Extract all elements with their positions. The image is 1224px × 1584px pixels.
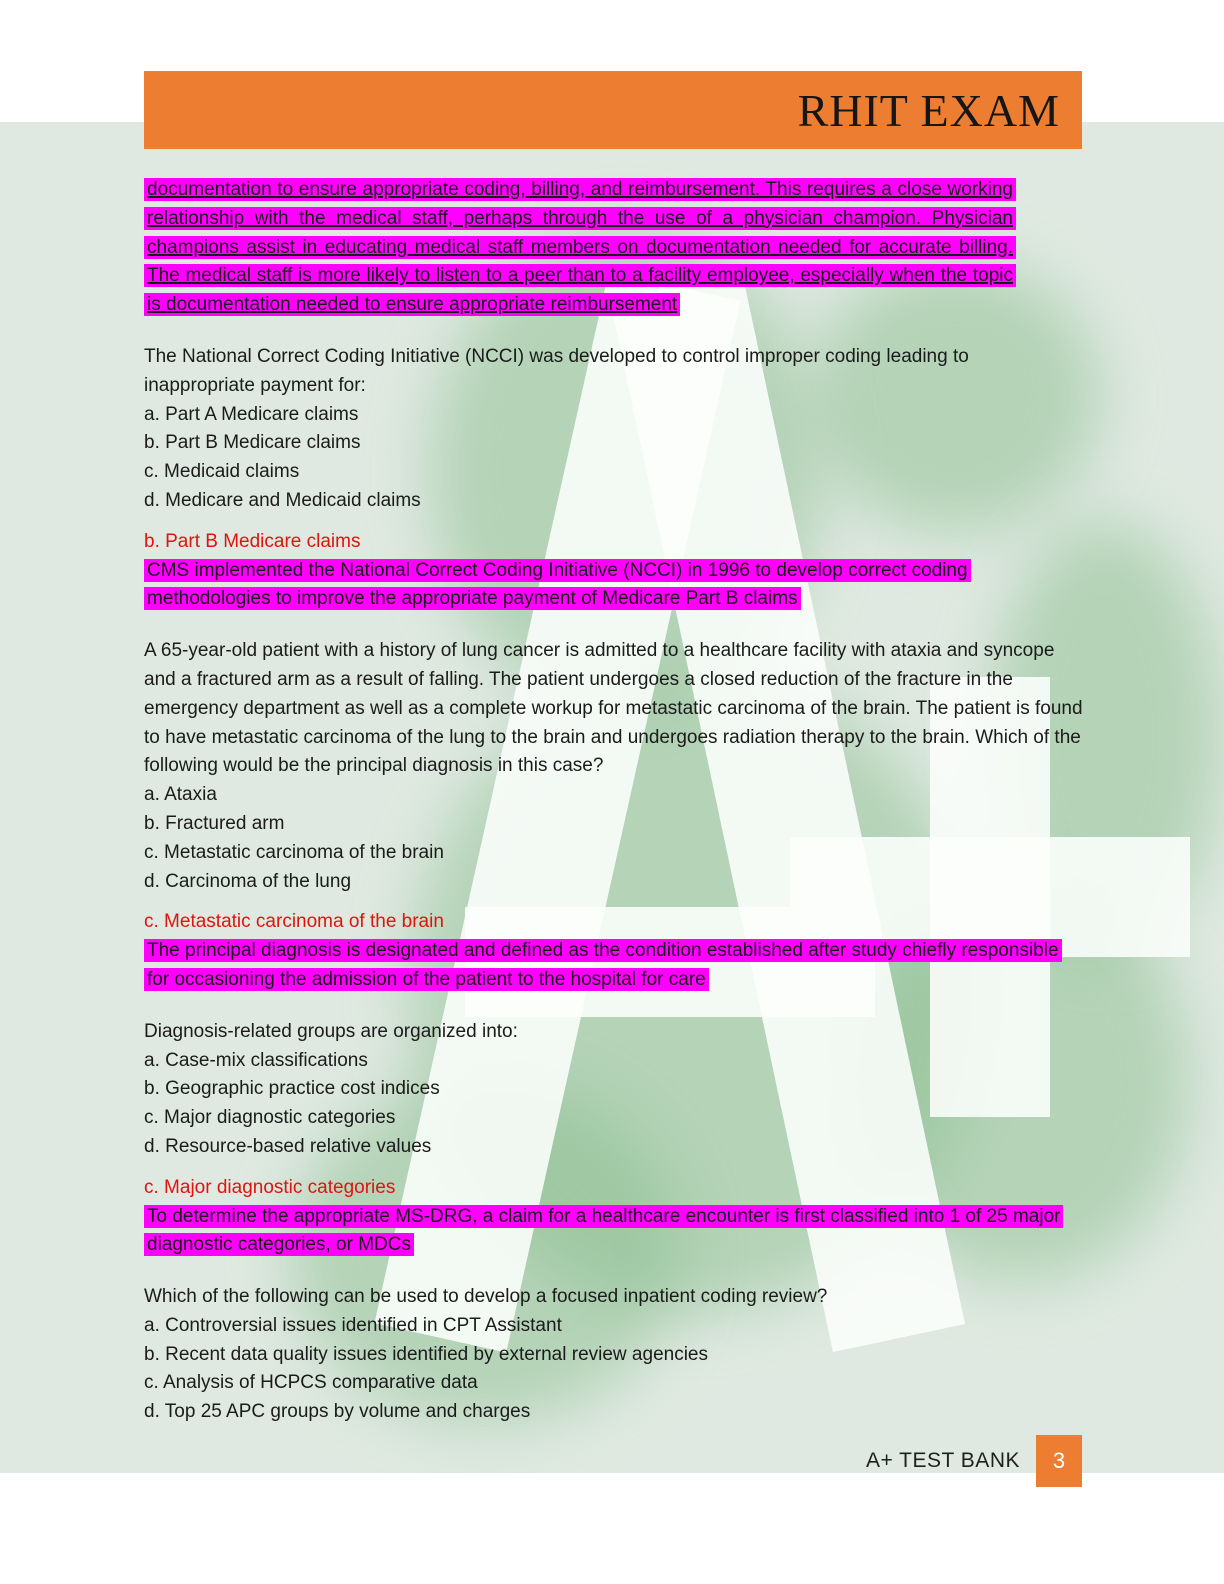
highlighted-text: CMS implemented the National Correct Coding Initiative (NCCI) in 1996 to develop correct coding methodologies to improve the appropriate payment of Medicare Part B claims bbox=[144, 559, 971, 611]
answer-option: c. Medicaid claims bbox=[144, 461, 300, 483]
answer-option: b. Fractured arm bbox=[144, 812, 285, 834]
explanation-paragraph bbox=[144, 1203, 1084, 1261]
answer-option: c. Major diagnostic categories bbox=[144, 1107, 396, 1129]
page-number: 3 bbox=[1052, 1448, 1066, 1473]
question-text: Which of the following can be used to develop a focused inpatient coding review? bbox=[144, 1286, 828, 1308]
answer-option: d. Top 25 APC groups by volume and charges bbox=[144, 1401, 531, 1423]
question-text: A 65-year-old patient with a history of lung cancer is admitted to a healthcare facility with ataxia and syncope and a fractured arm as a result of falling. The patient undergoes a closed reduction of the fracture in the emergency department as well as a complete workup for metastatic carcinoma of the brain. The patient is found to have metastatic carcinoma of the lung to the brain and undergoes radiation therapy to the brain. Which of the following would be the principal diagnosis in this case? bbox=[144, 640, 1083, 777]
question-block bbox=[144, 637, 1084, 995]
correct-answer-text: c. Metastatic carcinoma of the brain bbox=[144, 911, 444, 933]
answer-option: a. Case-mix classifications bbox=[144, 1049, 368, 1071]
question-block bbox=[144, 1018, 1084, 1260]
correct-answer-text: c. Major diagnostic categories bbox=[144, 1176, 396, 1198]
explanation-paragraph bbox=[144, 557, 1084, 615]
content-area bbox=[144, 176, 1084, 1427]
page-number-box bbox=[1036, 1435, 1082, 1487]
answer-block bbox=[144, 1174, 1084, 1260]
answer-option: a. Part A Medicare claims bbox=[144, 403, 359, 425]
answer-option: b. Recent data quality issues identified by external review agencies bbox=[144, 1343, 708, 1365]
highlighted-text: The principal diagnosis is designated and defined as the condition established after study chiefly responsible for occasioning the admission of the patient to the hospital for care bbox=[144, 939, 1062, 991]
answer-block bbox=[144, 908, 1084, 994]
options-list bbox=[144, 781, 1084, 896]
answer-block bbox=[144, 528, 1084, 614]
options-list bbox=[144, 1312, 1084, 1427]
answer-option: c. Metastatic carcinoma of the brain bbox=[144, 841, 444, 863]
answer-option: a. Ataxia bbox=[144, 784, 217, 806]
question-block bbox=[144, 1283, 1084, 1427]
answer-option: a. Controversial issues identified in CPT Assistant bbox=[144, 1314, 562, 1336]
options-list bbox=[144, 401, 1084, 516]
highlighted-text: documentation to ensure appropriate coding, billing, and reimbursement. This requires a close working relationship with the medical staff, perhaps through the use of a physician champion. Physician champions assist in educating medical staff members on documentation needed for accurate billing. The medical staff is more likely to listen to a peer than to a facility employee, especially when the topic is documentation needed to ensure appropriate reimbursement bbox=[144, 178, 1016, 316]
question-block bbox=[144, 343, 1084, 614]
question-text: Diagnosis-related groups are organized into: bbox=[144, 1020, 518, 1042]
correct-answer-text: b. Part B Medicare claims bbox=[144, 530, 361, 552]
answer-option: b. Geographic practice cost indices bbox=[144, 1078, 440, 1100]
answer-option: b. Part B Medicare claims bbox=[144, 432, 361, 454]
answer-option: d. Resource-based relative values bbox=[144, 1135, 432, 1157]
answer-option: d. Carcinoma of the lung bbox=[144, 870, 352, 892]
highlighted-text: To determine the appropriate MS-DRG, a claim for a healthcare encounter is first classified into 1 of 25 major diagnostic categories, or MDCs bbox=[144, 1205, 1063, 1257]
footer bbox=[144, 1435, 1082, 1487]
explanation-paragraph bbox=[144, 937, 1084, 995]
answer-option: d. Medicare and Medicaid claims bbox=[144, 489, 421, 511]
options-list bbox=[144, 1047, 1084, 1162]
intro-highlight-paragraph bbox=[144, 176, 1016, 320]
page-title: RHIT EXAM bbox=[797, 85, 1060, 136]
footer-brand: A+ TEST BANK bbox=[865, 1449, 1020, 1472]
answer-option: c. Analysis of HCPCS comparative data bbox=[144, 1372, 478, 1394]
questions-list bbox=[144, 343, 1084, 1427]
question-text: The National Correct Coding Initiative (NCCI) was developed to control improper coding leading to inappropriate payment for: bbox=[144, 345, 969, 396]
header-banner bbox=[144, 71, 1082, 149]
